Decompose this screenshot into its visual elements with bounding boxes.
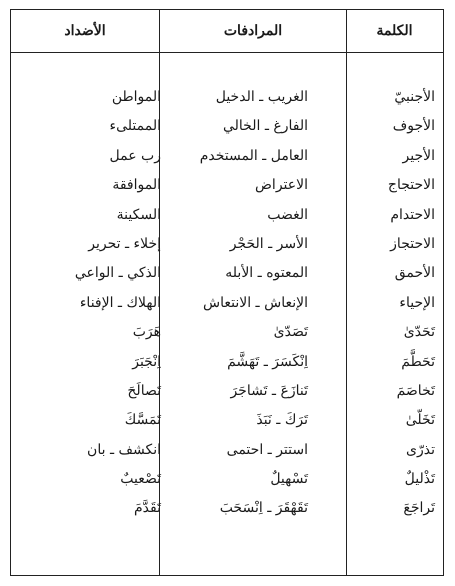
word-cell: تَحَطَّمَ bbox=[401, 353, 435, 370]
synonyms-cell: الإنعاش ـ الانتعاش bbox=[203, 294, 308, 311]
synonyms-cell: تَنازَعَ ـ تَشاجَرَ bbox=[230, 382, 308, 399]
table-row bbox=[11, 112, 443, 141]
word-cell: تَراجَعَ bbox=[403, 500, 435, 517]
word-cell: تذرّى bbox=[406, 441, 435, 458]
word-cell: تَذْليلٌ bbox=[404, 471, 435, 488]
synonyms-cell: تَقَهْقَرَ ـ اِنْسَحَبَ bbox=[219, 500, 308, 517]
antonyms-cell: الهلاك ـ الإفناء bbox=[79, 294, 161, 311]
antonyms-cell: تَصْعيبٌ bbox=[120, 471, 161, 488]
table-row bbox=[11, 436, 443, 465]
word-cell: الاحتجاز bbox=[390, 235, 435, 252]
antonyms-cell: الموافقة bbox=[112, 177, 161, 194]
synonyms-cell: تَصَدّىٰ bbox=[273, 324, 308, 341]
table-row bbox=[11, 83, 443, 112]
header-synonyms: المرادفات bbox=[223, 23, 283, 39]
synonyms-cell: الغريب ـ الدخيل bbox=[215, 89, 308, 105]
table-row bbox=[11, 377, 443, 406]
word-cell: تَحَدّىٰ bbox=[403, 324, 435, 341]
header-word: الكلمة bbox=[376, 23, 413, 39]
word-cell: تَخاصَمَ bbox=[396, 382, 435, 399]
table-row bbox=[11, 348, 443, 377]
header-divider bbox=[11, 52, 443, 53]
table-row bbox=[11, 171, 443, 200]
synonyms-cell: تَرَكَ ـ نَبَذَ bbox=[256, 412, 308, 429]
synonyms-cell: الاعتراض bbox=[255, 177, 308, 194]
antonyms-cell: السكينة bbox=[116, 206, 161, 223]
synonyms-cell: اِنْكَسَرَ ـ تَهَشَّمَ bbox=[227, 353, 308, 370]
antonyms-cell: المواطن bbox=[111, 89, 161, 105]
word-cell: الأجير bbox=[402, 147, 435, 164]
synonyms-cell: العامل ـ المستخدم bbox=[199, 147, 308, 164]
table-row bbox=[11, 406, 443, 435]
antonyms-cell: هَرَبَ bbox=[132, 324, 161, 341]
table-row bbox=[11, 465, 443, 494]
vocabulary-table bbox=[10, 9, 444, 576]
word-cell: الاحتجاج bbox=[387, 177, 435, 194]
word-cell: الأجوف bbox=[392, 118, 435, 135]
antonyms-cell: تَقَدَّمَ bbox=[134, 500, 161, 517]
table-row bbox=[11, 318, 443, 347]
synonyms-cell: المعتوه ـ الأبله bbox=[225, 265, 308, 282]
table-row bbox=[11, 230, 443, 259]
antonyms-cell: الذكي ـ الواعي bbox=[74, 265, 161, 282]
antonyms-cell: انكشف ـ بان bbox=[87, 441, 161, 458]
word-cell: الأجنبيّ bbox=[394, 89, 435, 105]
table-row bbox=[11, 259, 443, 288]
antonyms-cell: اِنْجَبَرَ bbox=[132, 353, 161, 370]
antonyms-cell: الممتلىء bbox=[109, 118, 161, 135]
word-cell: الإحياء bbox=[399, 294, 435, 311]
table-body bbox=[11, 83, 443, 524]
synonyms-cell: استتر ـ احتمى bbox=[226, 441, 308, 458]
table-row bbox=[11, 142, 443, 171]
synonyms-cell: الفارغ ـ الخالي bbox=[222, 118, 308, 135]
table-row bbox=[11, 201, 443, 230]
header-antonyms: الأضداد bbox=[64, 23, 106, 39]
antonyms-cell: إخلاء ـ تحرير bbox=[88, 235, 161, 252]
antonyms-cell: رب عمل bbox=[109, 147, 161, 164]
table-row bbox=[11, 289, 443, 318]
synonyms-cell: الأسر ـ الحَجْر bbox=[229, 235, 308, 252]
synonyms-cell: تَسْهيلٌ bbox=[270, 471, 308, 488]
table-row bbox=[11, 494, 443, 523]
antonyms-cell: تَصالَحَ bbox=[127, 382, 161, 399]
antonyms-cell: تَمَسَّكَ bbox=[124, 412, 161, 429]
word-cell: تَخَلّىٰ bbox=[405, 412, 435, 429]
word-cell: الاحتدام bbox=[390, 206, 435, 223]
word-cell: الأحمق bbox=[394, 265, 435, 282]
synonyms-cell: الغضب bbox=[267, 206, 308, 223]
